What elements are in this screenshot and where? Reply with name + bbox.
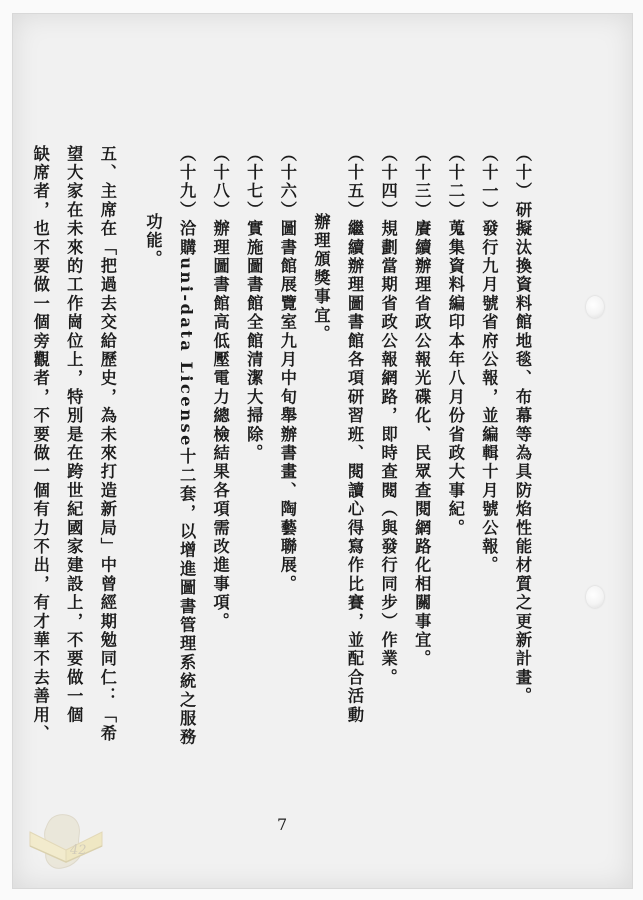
item-16: （十六）圖書館展覽室九月中旬舉辦書畫、陶藝聯展。 (277, 145, 297, 594)
vertical-text-body (23, 145, 539, 835)
item-11: （十一）發行九月號省府公報，並編輯十月號公報。 (479, 145, 499, 576)
item-10: （十）研擬汰換資料館地毯、布幕等為具防焰性能材質之更新計畫。 (513, 145, 532, 707)
section5-line3: 缺席者，也不要做一個旁觀者，不要做一個有力不出，有才華不去善用、 (30, 145, 50, 744)
section5-line1: 五、主席在「把過去交給歷史，為未來打造新局」中曾經期勉同仁：「希 (97, 145, 117, 744)
library-logo-watermark (22, 810, 118, 876)
item-19-continuation: 功能。 (143, 213, 163, 270)
section5-line2: 望大家在未來的工作崗位上，特別是在跨世紀國家建設上，不要做一個 (64, 145, 84, 725)
item-14: （十四）規劃當期省政公報網路，即時查閱（與發行同步）作業。 (378, 145, 398, 688)
svg-text:42: 42 (70, 843, 87, 858)
item-15: （十五）繼續辦理圖書館各項研習班、閱讀心得寫作比賽，並配合活動 (345, 145, 365, 725)
item-19: （十九）洽購uni-data License十二套，以增進圖書管理系統之服務 (177, 145, 197, 748)
item-17: （十七）實施圖書館全館清潔大掃除。 (244, 145, 264, 463)
item-15-continuation: 辦理頒獎事宜。 (311, 213, 331, 344)
item-13: （十三）賡續辦理省政公報光碟化、民眾查閱網路化相關事宜。 (412, 145, 432, 669)
item-12: （十二）蒐集資料編印本年八月份省政大事紀。 (445, 145, 465, 538)
punch-hole-lower (586, 586, 604, 608)
item-18: （十八）辦理圖書館高低壓電力總檢結果各項需改進事項。 (210, 145, 230, 632)
page-number: 7 (277, 815, 288, 834)
punch-hole-upper (586, 296, 604, 318)
